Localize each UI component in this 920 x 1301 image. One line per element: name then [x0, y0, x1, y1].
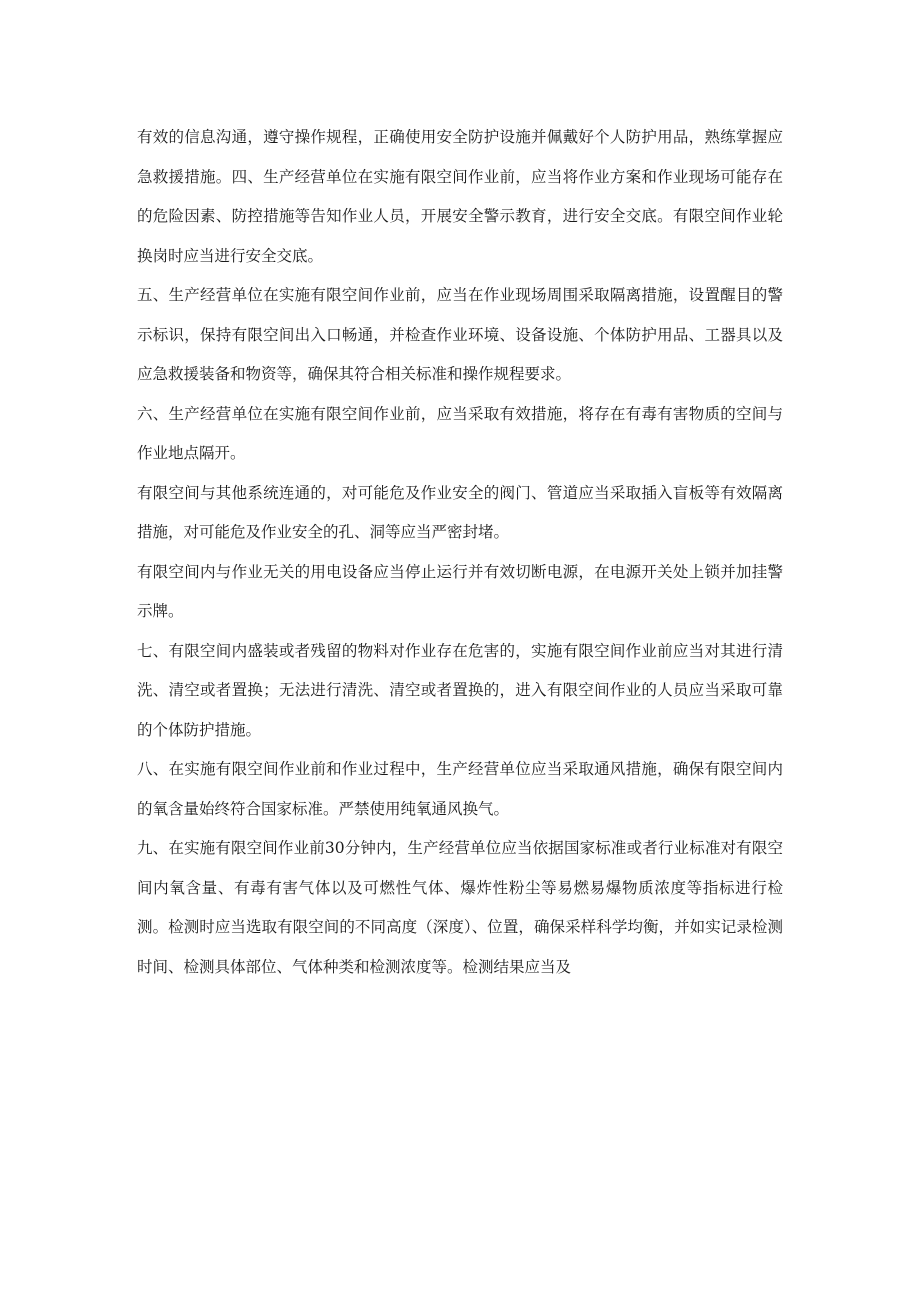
paragraph-4: 有限空间与其他系统连通的，对可能危及作业安全的阀门、管道应当采取插入盲板等有效隔离措施，对可能危及作业安全的孔、洞等应当严密封堵。 [137, 483, 783, 541]
paragraph-8: 九、在实施有限空间作业前30分钟内，生产经营单位应当依据国家标准或者行业标准对有限空间内氧含量、有毒有害气体以及可燃性气体、爆炸性粉尘等易燃易爆物质浓度等指标进行检测。检测时应当选取有限空间的不同高度（深度）、位置，确保采样科学均衡，并如实记录检测时间、检测具体部位、气体种类和检测浓度等。检测结果应当及 [137, 839, 783, 976]
document-body [137, 118, 783, 987]
paragraph-2: 五、生产经营单位在实施有限空间作业前，应当在作业现场周围采取隔离措施，设置醒目的警示标识，保持有限空间出入口畅通，并检查作业环境、设备设施、个体防护用品、工器具以及应急救援装备和物资等，确保其符合相关标准和操作规程要求。 [137, 286, 783, 383]
paragraph-5: 有限空间内与作业无关的用电设备应当停止运行并有效切断电源，在电源开关处上锁并加挂警示牌。 [137, 562, 783, 620]
paragraph-3: 六、生产经营单位在实施有限空间作业前，应当采取有效措施，将存在有毒有害物质的空间与作业地点隔开。 [137, 404, 783, 462]
paragraph-7: 八、在实施有限空间作业前和作业过程中，生产经营单位应当采取通风措施，确保有限空间内的氧含量始终符合国家标准。严禁使用纯氧通风换气。 [137, 760, 783, 818]
paragraph-1: 有效的信息沟通，遵守操作规程，正确使用安全防护设施并佩戴好个人防护用品，熟练掌握应急救援措施。四、生产经营单位在实施有限空间作业前，应当将作业方案和作业现场可能存在的危险因素、防控措施等告知作业人员，开展安全警示教育，进行安全交底。有限空间作业轮换岗时应当进行安全交底。 [137, 128, 783, 265]
paragraph-6: 七、有限空间内盛装或者残留的物料对作业存在危害的，实施有限空间作业前应当对其进行清洗、清空或者置换；无法进行清洗、清空或者置换的，进入有限空间作业的人员应当采取可靠的个体防护措施。 [137, 641, 783, 739]
